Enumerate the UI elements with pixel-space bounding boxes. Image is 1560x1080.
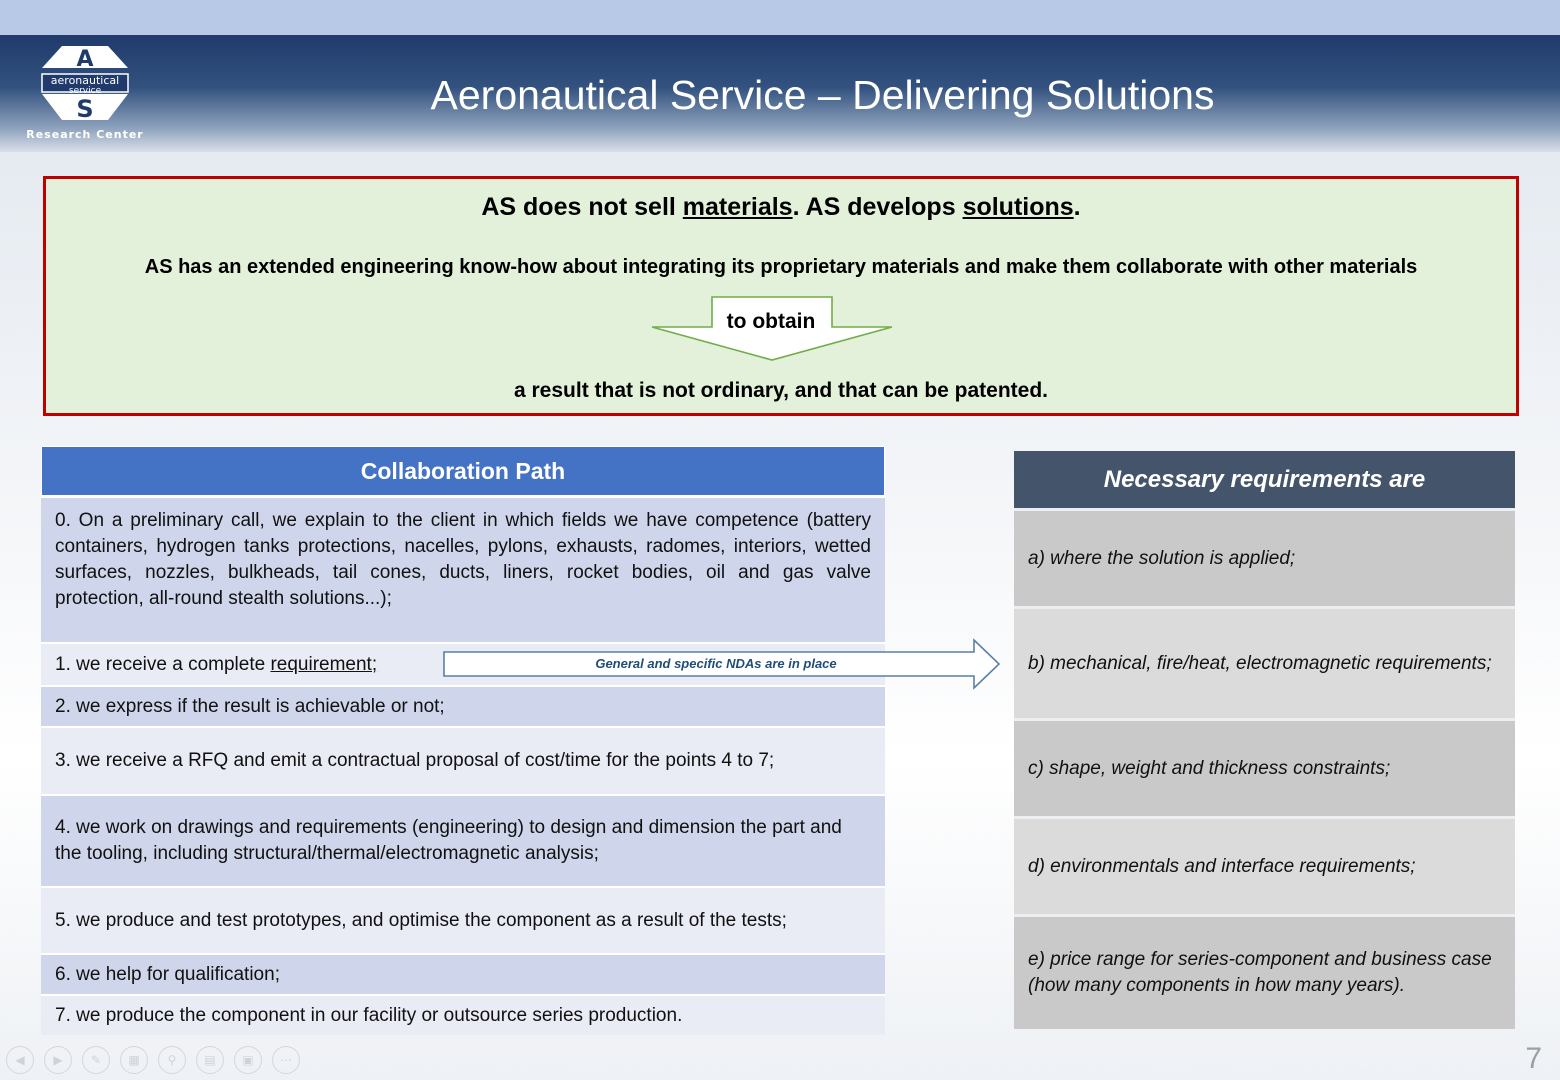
prev-icon[interactable]: ◀ bbox=[6, 1046, 34, 1074]
requirements-table bbox=[1014, 451, 1515, 1029]
requirement-row-b bbox=[1014, 606, 1515, 718]
step-2-text: 2. we express if the result is achievable or not; bbox=[55, 695, 445, 717]
step-3-text: 3. we receive a RFQ and emit a contractual proposal of cost/time for the points 4 to 7; bbox=[55, 750, 775, 771]
logo-letter-s: S bbox=[76, 95, 94, 123]
requirements-heading: Necessary requirements are bbox=[1014, 451, 1515, 508]
line1-part-c: . bbox=[1073, 193, 1081, 221]
step-5-text: 5. we produce and test prototypes, and optimise the component as a result of the tests; bbox=[55, 909, 787, 931]
materials-word: materials bbox=[682, 193, 793, 221]
requirement-d-text: d) environmentals and interface requirements; bbox=[1028, 855, 1416, 877]
logo-line2: service bbox=[68, 86, 102, 96]
step-row-4 bbox=[41, 794, 885, 886]
highlight-box bbox=[43, 176, 1519, 416]
step-4-text: 4. we work on drawings and requirements (engineering) to design and dimension the part and the tooling, including structural/thermal/electromagnetic analysis; bbox=[55, 817, 842, 864]
nda-arrow-label: General and specific NDAs are in place bbox=[595, 656, 837, 671]
requirement-word: requirement; bbox=[270, 653, 378, 675]
step-row-6 bbox=[41, 953, 885, 994]
step-row-5 bbox=[41, 886, 885, 953]
zoom-icon[interactable]: ⚲ bbox=[158, 1046, 186, 1074]
collaboration-path-heading: Collaboration Path bbox=[41, 446, 885, 496]
step-7-text: 7. we produce the component in our facility or outsource series production. bbox=[55, 1004, 683, 1026]
line1-part-a: AS does not sell bbox=[481, 193, 683, 221]
page-number: 7 bbox=[1525, 1042, 1542, 1075]
highlight-line-3: a result that is not ordinary, and that can be patented. bbox=[513, 379, 1049, 402]
pen-icon[interactable]: ✎ bbox=[82, 1046, 110, 1074]
step-1-lead: 1. we receive a complete bbox=[55, 653, 271, 675]
line1-part-b: . AS develops bbox=[792, 193, 963, 221]
step-6-text: 6. we help for qualification; bbox=[55, 963, 280, 985]
top-strip bbox=[0, 0, 1560, 35]
highlight-line-2: AS has an extended engineering know-how about integrating its proprietary materials and make them collaborate with other materials bbox=[144, 256, 1418, 278]
subtitles-icon[interactable]: ▤ bbox=[196, 1046, 224, 1074]
requirement-row-c bbox=[1014, 718, 1515, 816]
logo-letter-a: A bbox=[76, 47, 94, 72]
step-0-text: 0. On a preliminary call, we explain to the client in which fields we have competence (battery containers, hydrogen tanks protections, nacelles, pylons, exhausts, radomes, interiors, wetted surfaces, nozzles, bulkheads, tail cones, ducts, liners, rocket bodies, oil and gas valve protection, all-round stealth solutions...); bbox=[55, 510, 871, 609]
requirement-row-a bbox=[1014, 508, 1515, 606]
step-row-0 bbox=[41, 496, 885, 642]
presentation-controls bbox=[6, 1046, 300, 1074]
requirement-a-text: a) where the solution is applied; bbox=[1028, 547, 1296, 569]
requirement-e-text: e) price range for series-component and business case (how many components in how many years). bbox=[1028, 949, 1492, 996]
requirement-b-text: b) mechanical, fire/heat, electromagnetic requirements; bbox=[1028, 652, 1492, 674]
step-row-7 bbox=[41, 994, 885, 1035]
step-row-3 bbox=[41, 726, 885, 794]
more-icon[interactable]: ⋯ bbox=[272, 1046, 300, 1074]
logo-line1: aeronautical bbox=[50, 74, 120, 87]
next-icon[interactable]: ▶ bbox=[44, 1046, 72, 1074]
camera-icon[interactable]: ▣ bbox=[234, 1046, 262, 1074]
arrow-label: to obtain bbox=[726, 310, 816, 333]
requirement-c-text: c) shape, weight and thickness constraints; bbox=[1028, 757, 1391, 779]
slides-icon[interactable]: ▦ bbox=[120, 1046, 148, 1074]
step-row-2 bbox=[41, 685, 885, 726]
requirement-row-d bbox=[1014, 816, 1515, 914]
solutions-word: solutions bbox=[962, 193, 1074, 221]
slide-title: Aeronautical Service – Delivering Solutions bbox=[430, 72, 1215, 118]
collaboration-path-table bbox=[41, 446, 885, 1035]
requirement-row-e bbox=[1014, 914, 1515, 1029]
highlight-line-1 bbox=[46, 193, 1516, 222]
logo-subtitle: Research Center bbox=[26, 128, 144, 141]
